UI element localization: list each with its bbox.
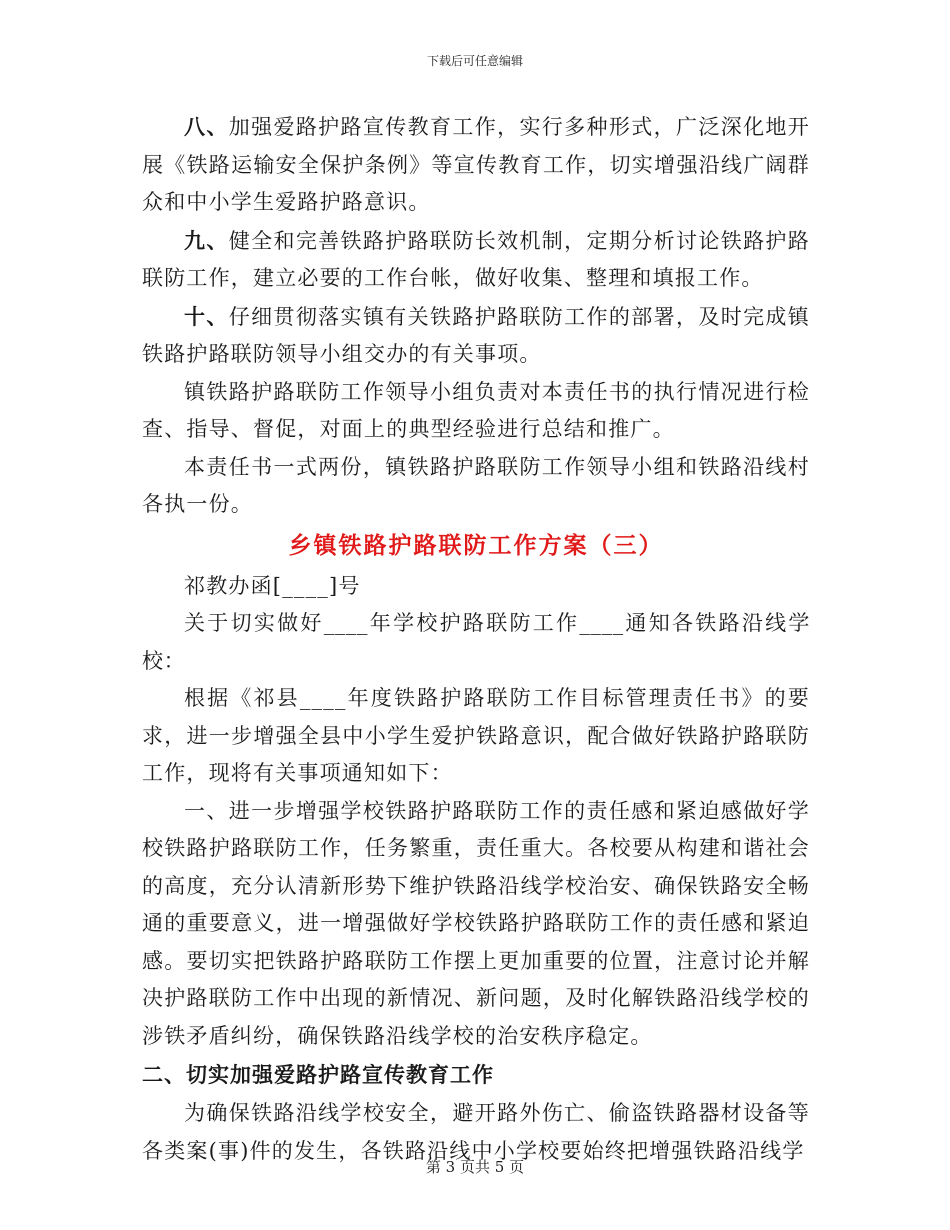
item-text: 仔细贯彻落实镇有关铁路护路联防工作的部署，及时完成镇铁路护路联防领导小组交办的有关事项。 bbox=[142, 304, 810, 366]
item-lead: 九、 bbox=[184, 227, 229, 253]
page-header: 下载后可任意编辑 bbox=[426, 54, 523, 68]
item-nine bbox=[142, 222, 810, 298]
notice-subject: 关于切实做好____年学校护路联防工作____通知各铁路沿线学校： bbox=[142, 611, 810, 673]
item-text: 健全和完善铁路护路联防长效机制，定期分析讨论铁路护路联防工作，建立必要的工作台帐，做好收集、整理和填报工作。 bbox=[142, 228, 810, 290]
item-eight bbox=[142, 108, 810, 222]
item-ten bbox=[142, 298, 810, 374]
section-title: 乡镇铁路护路联防工作方案（三） bbox=[288, 531, 664, 559]
point-two-text: 为确保铁路沿线学校安全，避开路外伤亡、偷盗铁路器材设备等各类案(事)件的发生，各铁路沿线中小学校要始终把增强铁路沿线学 bbox=[142, 1101, 810, 1163]
item-lead: 八、 bbox=[184, 114, 229, 139]
notice-intro: 根据《祁县____年度铁路护路联防工作目标管理责任书》的要求，进一步增强全县中小学生爱护铁路意识，配合做好铁路护路联防工作，现将有关事项通知如下： bbox=[142, 686, 810, 785]
point-two-heading: 二、切实加强爱路护路宣传教育工作 bbox=[142, 1062, 494, 1087]
page-footer: 第 3 页共 5 页 bbox=[425, 1158, 525, 1176]
document-body bbox=[142, 108, 810, 1170]
responsibility-paragraph: 镇铁路护路联防工作领导小组负责对本责任书的执行情况进行检查、指导、督促，对面上的典型经验进行总结和推广。 bbox=[142, 379, 810, 441]
document-number: 祁教办函[____]号 bbox=[184, 573, 361, 598]
item-lead: 十、 bbox=[184, 303, 229, 329]
copies-paragraph: 本责任书一式两份，镇铁路护路联防工作领导小组和铁路沿线村各执一份。 bbox=[142, 454, 810, 516]
point-one: 一、进一步增强学校铁路护路联防工作的责任感和紧迫感做好学校铁路护路联防工作，任务繁重，责任重大。各校要从构建和谐社会的高度，充分认清新形势下维护铁路沿线学校治安、确保铁路安全畅通的重要意义，进一增强做好学校铁路护路联防工作的责任感和紧迫感。要切实把铁路护路联防工作摆上更加重要的位置，注意讨论并解决护路联防工作中出现的新情况、新问题，及时化解铁路沿线学校的涉铁矛盾纠纷，确保铁路沿线学校的治安秩序稳定。 bbox=[142, 798, 810, 1048]
item-text: 加强爱路护路宣传教育工作，实行多种形式，广泛深化地开展《铁路运输安全保护条例》等宣传教育工作，切实增强沿线广阔群众和中小学生爱路护路意识。 bbox=[142, 115, 810, 214]
